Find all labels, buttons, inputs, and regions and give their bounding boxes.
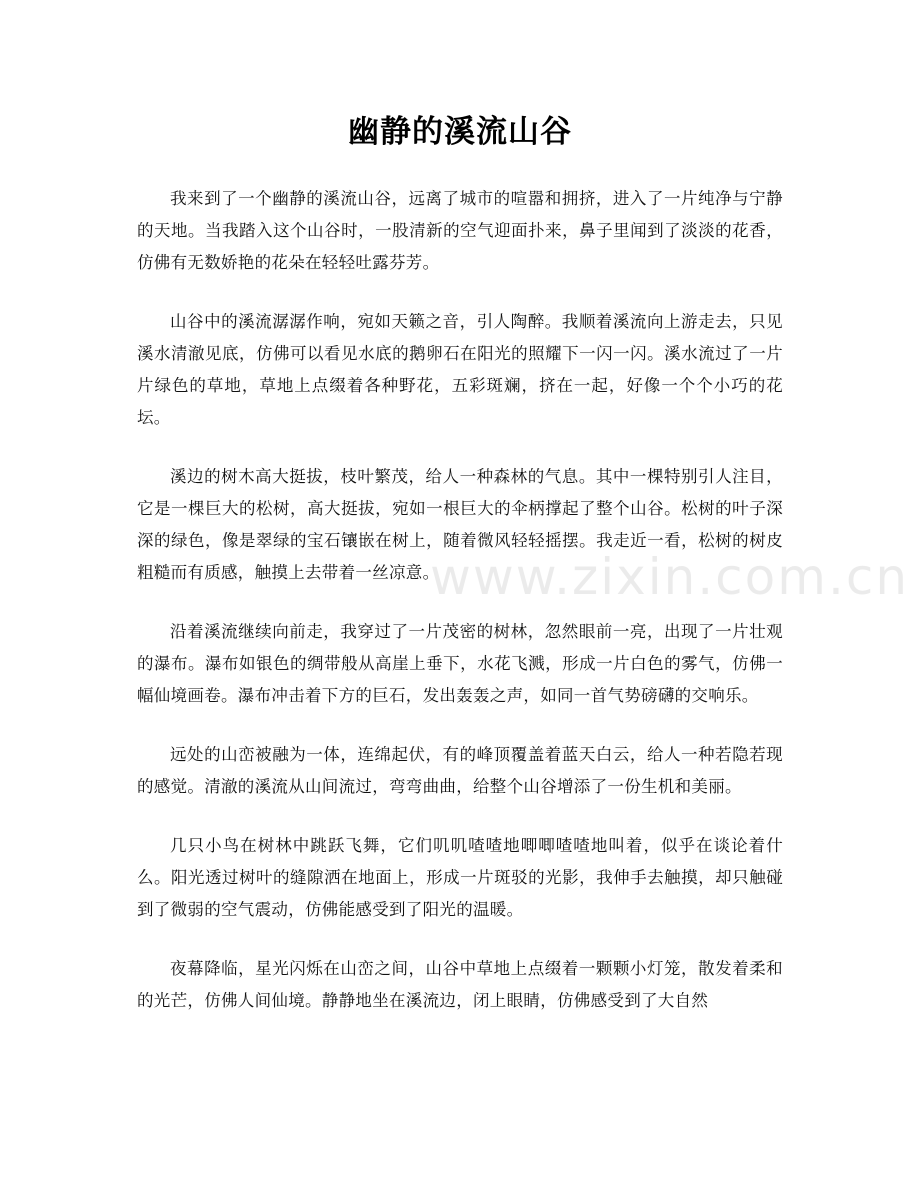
paragraph: 溪边的树木高大挺拔，枝叶繁茂，给人一种森林的气息。其中一棵特别引人注目，它是一棵巨大的松树，高大挺拔，宛如一根巨大的伞柄撑起了整个山谷。松树的叶子深深的绿色，像是翠绿的宝石镶嵌在树上，随着微风轻轻摇摆。我走近一看，松树的树皮粗糙而有质感，触摸上去带着一丝凉意。 [137,467,783,582]
document-body [137,183,783,1044]
paragraph: 沿着溪流继续向前走，我穿过了一片茂密的树林，忽然眼前一亮，出现了一片壮观的瀑布。瀑布如银色的绸带般从高崖上垂下，水花飞溅，形成一片白色的雾气，仿佛一幅仙境画卷。瀑布冲击着下方的巨石，发出轰轰之声，如同一首气势磅礴的交响乐。 [137,622,783,705]
watermark: www.zixin.com.cn [430,548,910,606]
paragraph: 几只小鸟在树林中跳跃飞舞，它们叽叽喳喳地唧唧喳喳地叫着，似乎在谈论着什么。阳光透过树叶的缝隙洒在地面上，形成一片斑驳的光影，我伸手去触摸，却只触碰到了微弱的空气震动，仿佛能感受到了阳光的温暖。 [137,836,783,919]
paragraph: 山谷中的溪流潺潺作响，宛如天籁之音，引人陶醉。我顺着溪流向上游走去，只见溪水清澈见底，仿佛可以看见水底的鹅卵石在阳光的照耀下一闪一闪。溪水流过了一片片绿色的草地，草地上点缀着各种野花，五彩斑斓，挤在一起，好像一个个小巧的花坛。 [137,312,783,427]
paragraph: 夜幕降临，星光闪烁在山峦之间，山谷中草地上点缀着一颗颗小灯笼，散发着柔和的光芒，仿佛人间仙境。静静地坐在溪流边，闭上眼睛，仿佛感受到了大自然 [137,959,783,1010]
paragraph: 远处的山峦被融为一体，连绵起伏，有的峰顶覆盖着蓝天白云，给人一种若隐若现的感觉。清澈的溪流从山间流过，弯弯曲曲，给整个山谷增添了一份生机和美丽。 [137,745,783,796]
document-title: 幽静的溪流山谷 [348,114,572,150]
paragraph: 我来到了一个幽静的溪流山谷，远离了城市的喧嚣和拥挤，进入了一片纯净与宁静的天地。当我踏入这个山谷时，一股清新的空气迎面扑来，鼻子里闻到了淡淡的花香，仿佛有无数娇艳的花朵在轻轻吐露芬芳。 [137,189,783,272]
